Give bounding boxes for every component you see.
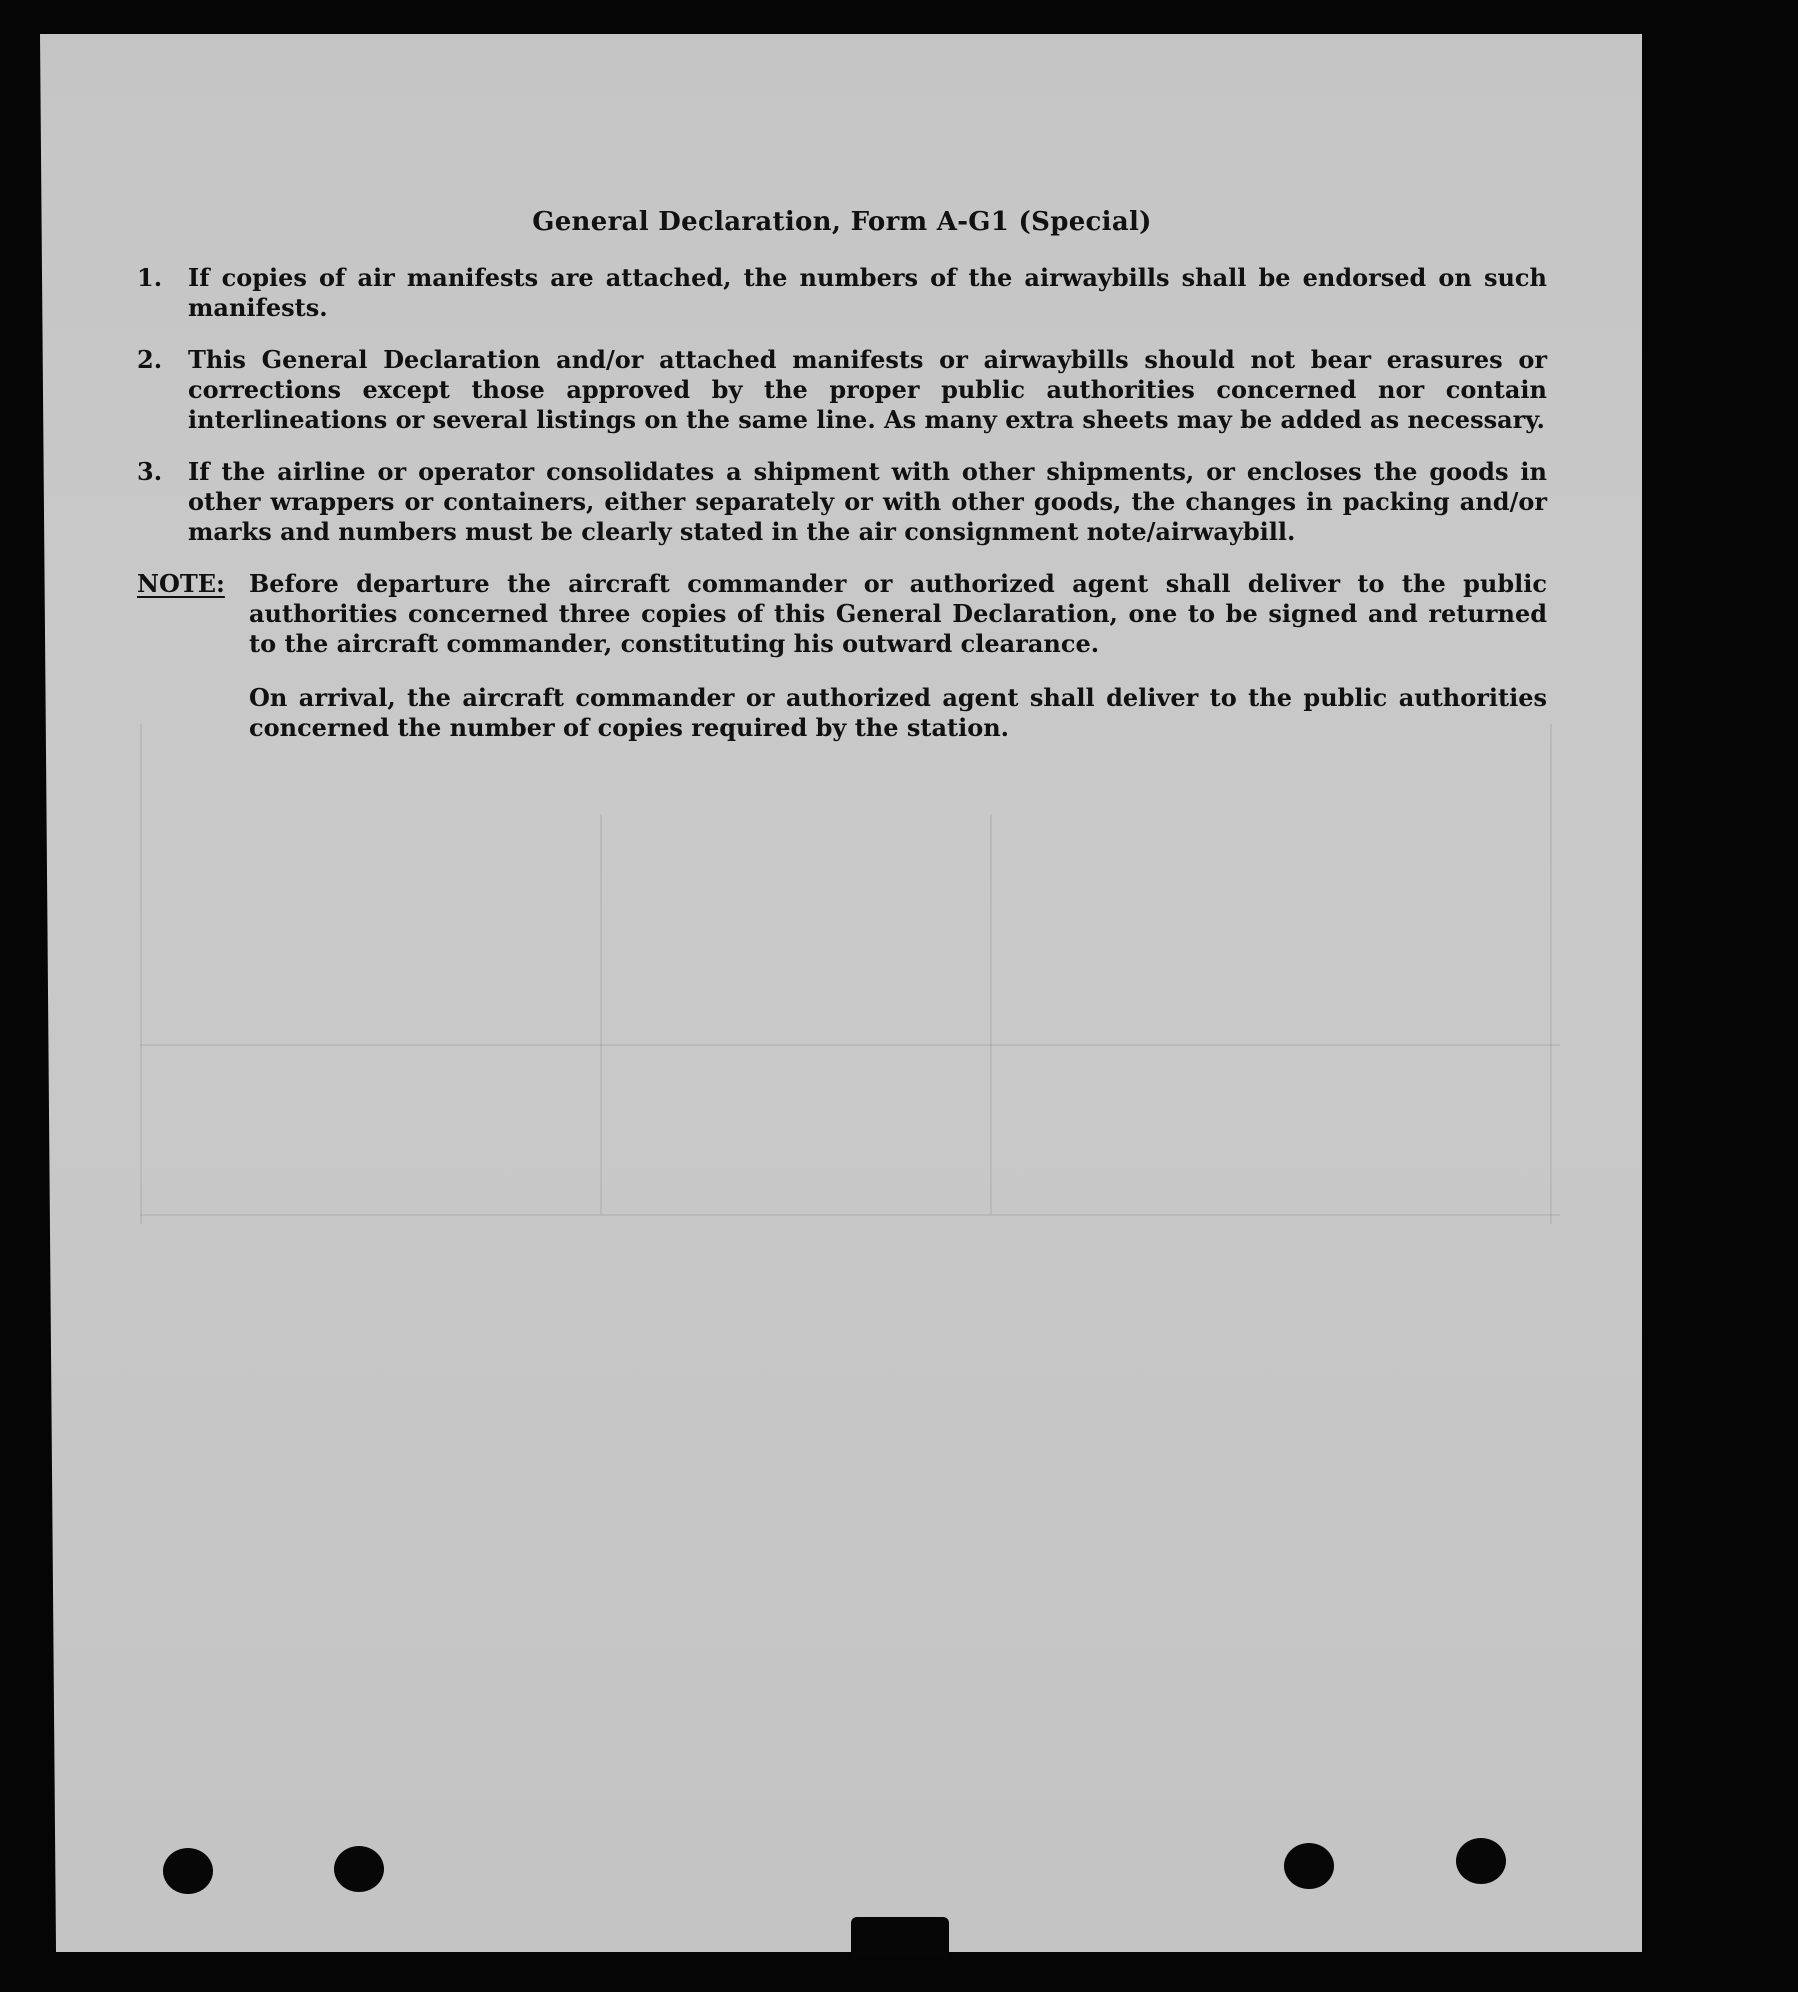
bleed-through-line — [990, 814, 992, 1214]
item-number: 2. — [137, 345, 163, 374]
note-paragraph: Before departure the aircraft commander or authorized agent shall deliver to the public authorities concerned three copies of this General Declaration, one to be signed and returned to the aircraft commander, constituting his outward clearance. — [249, 569, 1547, 658]
item-text: If the airline or operator consolidates a shipment with other shipments, or encloses the goods in other wrappers or containers, either separately or with other goods, the changes in packing and/or marks and numbers must be clearly stated in the air consignment note/airwaybill. — [188, 457, 1547, 546]
instruction-item — [137, 457, 1547, 547]
punch-hole — [1456, 1838, 1506, 1884]
note-label: NOTE: — [137, 569, 225, 598]
bleed-through-line — [140, 1214, 1560, 1216]
item-text: This General Declaration and/or attached manifests or airwaybills should not bear erasures or corrections except those approved by the proper public authorities concerned nor contain interlineations or several listings on the same line. As many extra sheets may be added as necessary. — [188, 345, 1547, 434]
punch-hole — [1284, 1843, 1334, 1889]
binding-notch — [851, 1917, 949, 1957]
item-number: 1. — [137, 263, 163, 292]
punch-hole — [334, 1846, 384, 1892]
declaration-instructions — [137, 207, 1547, 743]
bleed-through-line — [1550, 724, 1552, 1224]
bleed-through-line — [600, 814, 602, 1214]
note-paragraph: On arrival, the aircraft commander or authorized agent shall deliver to the public authorities concerned the number of copies required by the station. — [249, 683, 1547, 742]
item-text: If copies of air manifests are attached, the numbers of the airwaybills shall be endorsed on such manifests. — [188, 263, 1547, 322]
punch-hole — [163, 1848, 213, 1894]
bleed-through-line — [140, 724, 142, 1224]
instruction-item — [137, 345, 1547, 435]
item-number: 3. — [137, 457, 163, 486]
bleed-through-line — [140, 1044, 1560, 1046]
document-title: General Declaration, Form A-G1 (Special) — [532, 207, 1152, 237]
instruction-item — [137, 263, 1547, 323]
note-block — [137, 569, 1547, 659]
